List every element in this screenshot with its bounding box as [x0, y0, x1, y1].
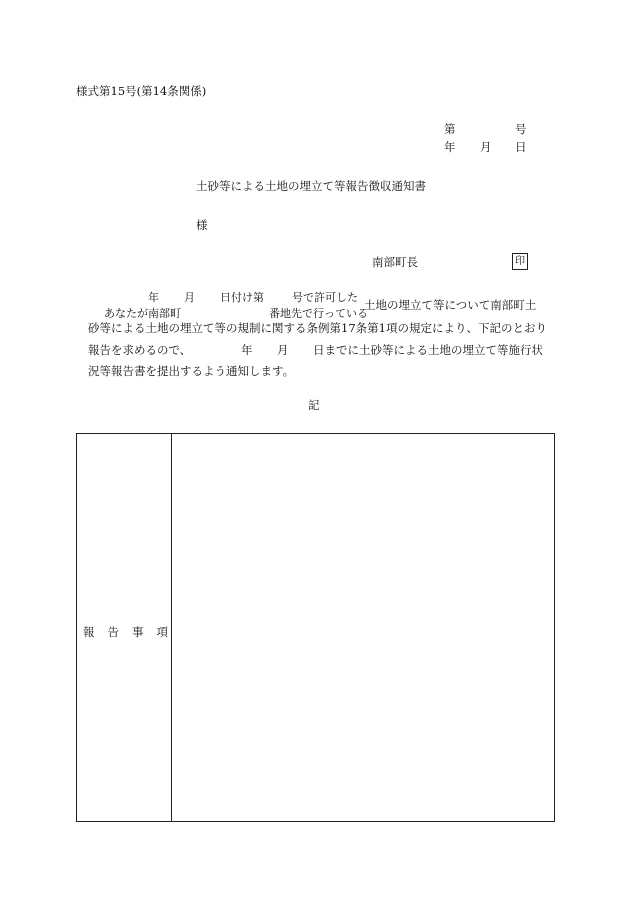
- report-label-cell: [77, 434, 181, 821]
- report-items-label: 報告事項: [83, 625, 181, 639]
- body-month: 月: [184, 291, 195, 304]
- date-day: 日: [515, 140, 527, 154]
- report-content-cell: [172, 434, 554, 821]
- issuer-name: 南部町長: [372, 255, 418, 269]
- body-lot: 番地先で行っている: [269, 307, 368, 320]
- body-line3-suffix: 日までに土砂等による土地の埋立て等施行状: [313, 343, 543, 357]
- number-prefix: 第: [444, 122, 456, 136]
- form-number: 様式第15号(第14条関係): [76, 84, 207, 98]
- body-line1-cont: 土地の埋立て等について南部町土: [364, 298, 537, 312]
- body-you-at: あなたが南部町: [104, 307, 181, 320]
- body-line3-month: 月: [277, 343, 289, 357]
- body-line3-prefix: 報告を求めるので、: [88, 343, 192, 357]
- body-line3-year: 年: [241, 343, 253, 357]
- seal-mark: 印: [512, 253, 528, 270]
- body-day-suffix: 日付け第: [220, 291, 264, 304]
- body-year: 年: [148, 291, 159, 304]
- date-month: 月: [480, 140, 492, 154]
- addressee-suffix: 様: [196, 218, 208, 232]
- body-permit-go: 号で許可した: [292, 291, 358, 304]
- ki-heading: 記: [308, 398, 320, 412]
- report-table: [76, 433, 555, 822]
- number-suffix: 号: [515, 122, 527, 136]
- body-line4: 況等報告書を提出するよう通知します。: [88, 364, 295, 378]
- date-year: 年: [444, 140, 456, 154]
- body-line2: 砂等による土地の埋立て等の規制に関する条例第17条第1項の規定により、下記のとおり: [88, 321, 547, 335]
- document-title: 土砂等による土地の埋立て等報告徴収通知書: [196, 179, 426, 193]
